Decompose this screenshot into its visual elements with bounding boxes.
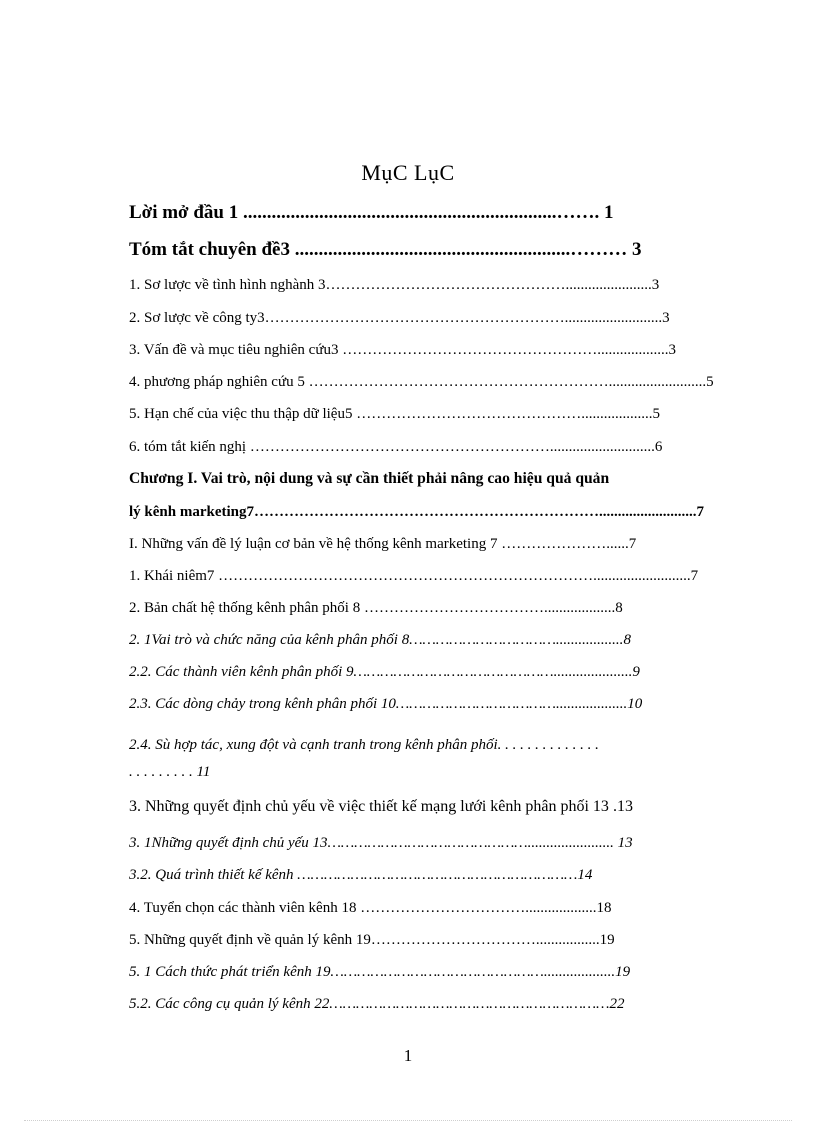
toc-entry-leader: ……………………………………………………… — [297, 868, 578, 883]
toc-entry-leader: …………………………………………....................... — [325, 278, 652, 293]
toc-entry-leader: ………………………………………..................... — [353, 665, 633, 680]
toc-entry[interactable] — [129, 665, 731, 680]
toc-entry-leader: ……………………………………………................... — [338, 343, 669, 358]
toc-entry[interactable] — [129, 471, 731, 487]
toc-entry-leader: …………………………………………………….......................... — [264, 311, 663, 326]
toc-entry[interactable] — [129, 997, 731, 1012]
toc-entry[interactable] — [129, 240, 731, 259]
toc-entry[interactable] — [129, 278, 731, 293]
toc-entry-leader: ……………………………................. — [370, 933, 600, 948]
toc-entry-title: 3.2. Quá trình thiết kế kênh — [129, 868, 298, 883]
toc-entry[interactable] — [129, 901, 731, 916]
toc-entry-page: 13 — [616, 799, 633, 815]
toc-entry[interactable] — [129, 965, 731, 980]
toc-entry-page: 7 — [690, 569, 699, 584]
toc-entry[interactable] — [129, 537, 731, 552]
toc-entry-leader: ..........................................................……… — [294, 240, 628, 259]
toc-entry-title: Tóm tắt chuyên đề3 — [129, 240, 295, 259]
toc-entry-title: I. Những vấn đề lý luận cơ bản về hệ thống kênh marketing 7 — [129, 537, 498, 552]
toc-entry-page: 8 — [615, 601, 623, 616]
toc-entry-title: Lời mở đầu 1 — [129, 203, 243, 222]
toc-entry-title: Chương I. Vai trò, nội dung và sự cần thiết phải nâng cao hiệu quả quản — [129, 471, 610, 487]
toc-entry[interactable] — [129, 697, 731, 712]
toc-entry-leader: . . . . . . . . . . . . . . — [497, 738, 599, 753]
toc-entry-title: 1. Sơ lược về tình hình nghành 3 — [129, 278, 326, 293]
toc-entry-leader: ………………………………................... — [395, 697, 628, 712]
toc-entry-page: 19 — [599, 933, 615, 948]
toc-entry[interactable] — [129, 738, 731, 753]
toc-entry-page: 10 — [627, 697, 643, 712]
toc-entry[interactable] — [129, 601, 731, 616]
toc-entry-title: 2.3. Các dòng chảy trong kênh phân phối 10 — [129, 697, 396, 712]
toc-entry-page: 22 — [609, 997, 625, 1012]
toc-entry-leader: ………………………………………………………………….......................... — [214, 569, 691, 584]
toc-entry[interactable] — [129, 311, 731, 326]
toc-entry-leader: ……………………………………………………… — [329, 997, 610, 1012]
toc-entry-page: 5 — [652, 407, 660, 422]
toc-entry[interactable] — [129, 505, 731, 520]
toc-title: MụC LụC — [361, 160, 455, 185]
toc-entry-leader: ………………………………................... — [360, 601, 616, 616]
toc-entry-title: 6. tóm tắt kiến nghị — [129, 440, 250, 455]
toc-entry-page: 19 — [615, 965, 631, 980]
toc-entry-leader: …………………………………………………….......................... — [304, 375, 707, 390]
toc-entry-page: 3 — [668, 343, 676, 358]
toc-entry-leader: ..................................................................……. — [242, 203, 604, 222]
toc-entry[interactable] — [129, 203, 731, 222]
toc-entry-leader: …………………………………………………………….......................... — [254, 505, 697, 520]
toc-entry-page: 18 — [596, 901, 612, 916]
toc-entry[interactable] — [129, 765, 731, 780]
toc-entry-page: 13 — [613, 836, 633, 851]
toc-entry-page: 7 — [628, 537, 637, 552]
toc-entry-title: 3. 1Những quyết định chủ yếu 13 — [129, 836, 328, 851]
toc-entry-title: 4. Tuyển chọn các thành viên kênh 18 — [129, 901, 357, 916]
toc-entry[interactable] — [129, 868, 731, 883]
toc-entry-leader: …………………...... — [497, 537, 629, 552]
toc-entry-page: 6 — [654, 440, 663, 455]
toc-entry[interactable] — [129, 933, 731, 948]
toc-entry[interactable] — [129, 633, 731, 648]
toc-entry-title: 2.2. Các thành viên kênh phân phối 9 — [129, 665, 354, 680]
toc-entry-title: 5. Hạn chế của việc thu thập dữ liệu5 — [129, 407, 353, 422]
toc-entry[interactable] — [129, 375, 731, 390]
toc-entry-title: 2. 1Vai trò và chức năng của kênh phân phối 8 — [129, 633, 410, 648]
toc-entry[interactable] — [129, 799, 731, 815]
toc-entry-page: 9 — [632, 665, 640, 680]
toc-entry[interactable] — [129, 569, 731, 584]
toc-entry-leader: ………………………………………................... — [352, 407, 653, 422]
toc-entry-leader: ……………………………................... — [356, 901, 597, 916]
toc-entry-title: 2. Sơ lược về công ty3 — [129, 311, 265, 326]
toc-entry-title: 3. Những quyết định chủ yếu về việc thiết kế mạng lưới kênh phân phối 13 — [129, 799, 609, 815]
page-number: 1 — [403, 1046, 413, 1065]
toc-entry-page: 3 — [662, 311, 670, 326]
toc-entry[interactable] — [129, 343, 731, 358]
toc-entry-page: 14 — [577, 868, 593, 883]
toc-entry-leader: ………………………………………....................... — [327, 836, 614, 851]
toc-entry-title: . . . . . . . . . 11 — [129, 765, 211, 780]
toc-entry-leader: …………………………….................. — [409, 633, 624, 648]
toc-entry-title: 5.2. Các công cụ quản lý kênh 22 — [129, 997, 330, 1012]
toc-entry[interactable] — [129, 407, 731, 422]
toc-entry-page: 7 — [696, 505, 705, 520]
toc-entry-page: 5 — [706, 375, 714, 390]
page-bottom-divider — [24, 1120, 792, 1121]
toc-entry-leader: …………………………………………................... — [330, 965, 616, 980]
toc-entry-page: 1 — [603, 203, 614, 222]
toc-entry-page: 3 — [651, 278, 660, 293]
toc-entry-leader: ……………………………………………………............................ — [249, 440, 655, 455]
toc-entry-leader: . — [608, 799, 617, 815]
toc-entry-title: 2. Bản chất hệ thống kênh phân phối 8 — [129, 601, 361, 616]
toc-entry-title: 3. Vấn đề và mục tiêu nghiên cứu3 — [129, 343, 339, 358]
toc-entry-title: 5. 1 Cách thức phát triển kênh 19 — [129, 965, 331, 980]
toc-entry-title: 2.4. Sù hợp tác, xung đột và cạnh tranh trong kênh phân phối — [129, 738, 498, 753]
toc-entry-title: 1. Khái niêm7 — [129, 569, 215, 584]
toc-entry-title: 5. Những quyết định về quản lý kênh 19 — [129, 933, 371, 948]
toc-entry-page: 3 — [627, 240, 642, 259]
toc-entry-page: 8 — [623, 633, 631, 648]
toc-entry[interactable] — [129, 440, 731, 455]
toc-entry[interactable] — [129, 836, 731, 851]
toc-entry-title: lý kênh marketing7 — [129, 505, 255, 520]
toc-entry-title: 4. phương pháp nghiên cứu 5 — [129, 375, 305, 390]
